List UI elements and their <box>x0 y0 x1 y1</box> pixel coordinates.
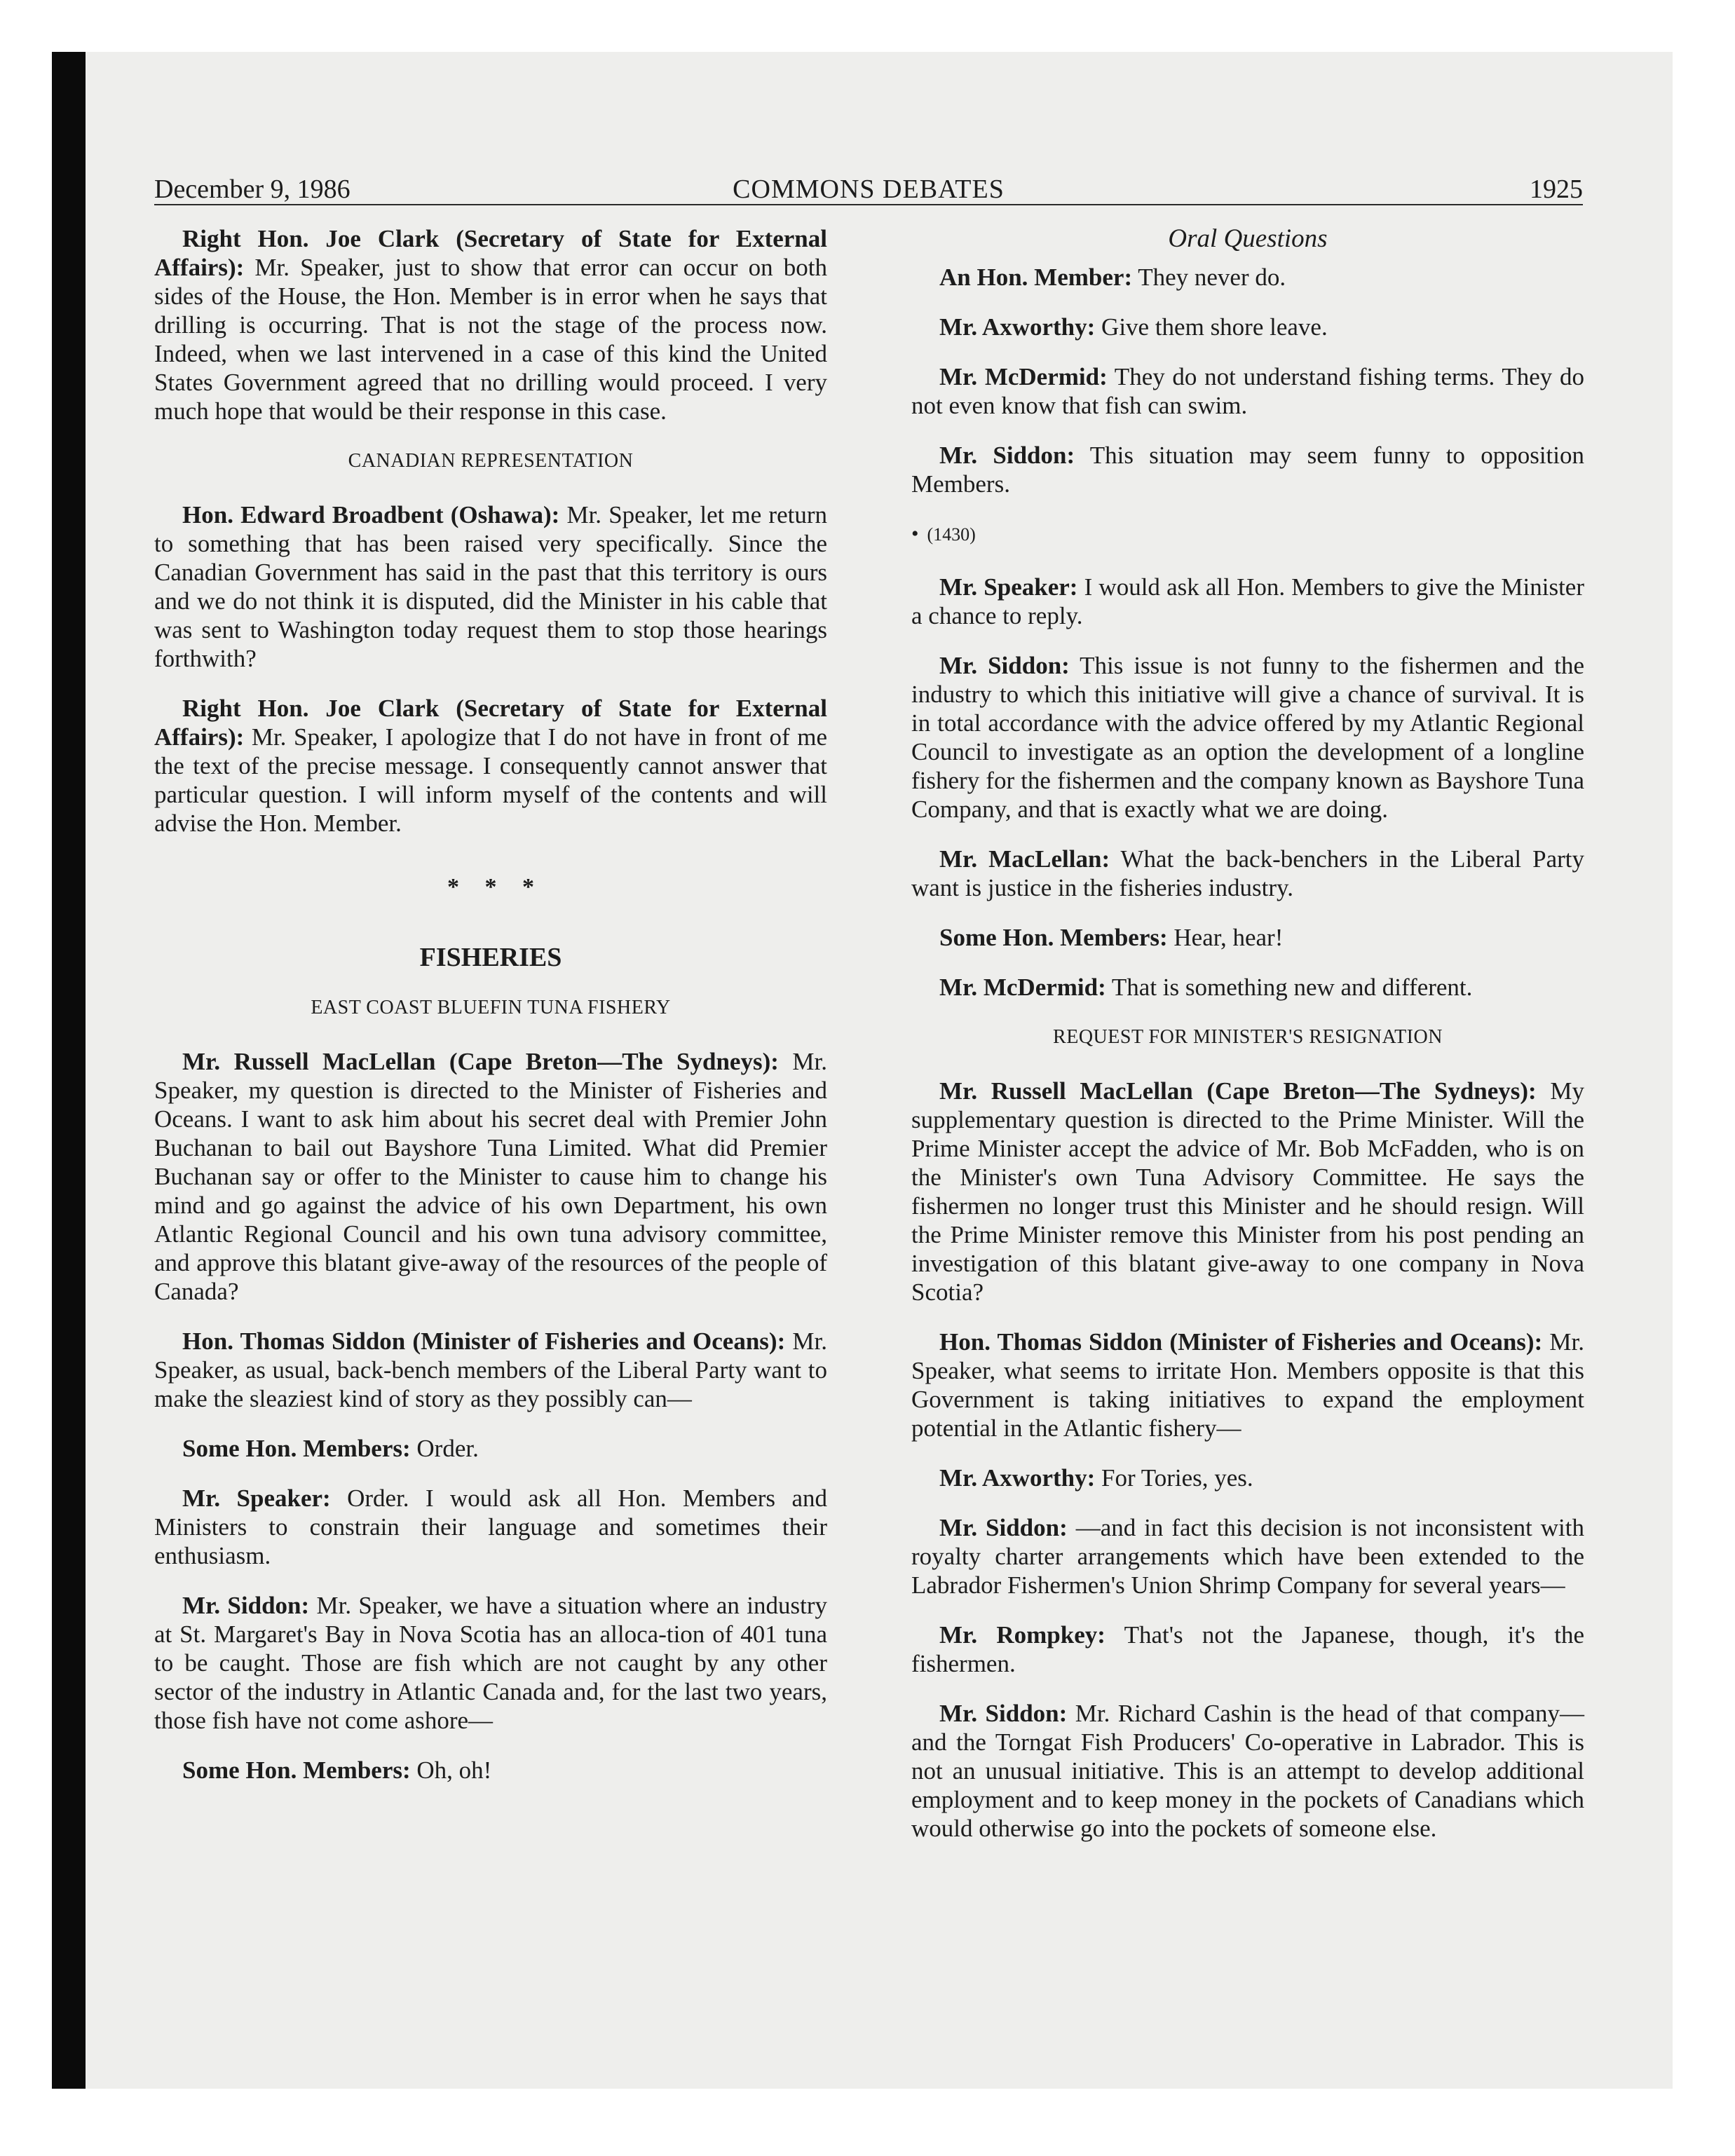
left-column <box>154 224 827 1806</box>
speaker-name: Mr. Siddon: <box>939 1700 1068 1727</box>
subheading: EAST COAST BLUEFIN TUNA FISHERY <box>311 997 671 1018</box>
speech-text: —and in fact this decision is not inconsistent with royalty charter arrangements which have been extended to the Labrador Fishermen's Union Shrimp Company for several years— <box>911 1514 1584 1599</box>
speech-text: Mr. Speaker, as usual, back-bench members of the Liberal Party want to make the sleaziest kind of story as they possibly can— <box>154 1328 827 1412</box>
speaker-name: Mr. Axworthy: <box>939 1464 1096 1492</box>
speech-paragraph <box>154 500 827 673</box>
speaker-name: Mr. Speaker: <box>939 573 1078 601</box>
speech-paragraph <box>911 845 1584 902</box>
speech-text: Mr. Speaker, let me return to something that has been raised very specifically. Since the Canadian Government has said in the past that this territory is ours and we do not think it is disputed, did the Minister in his cable that was sent to Washington today request them to stop those hearings forthwith? <box>154 501 827 672</box>
speech-text: They do not understand fishing terms. They do not even know that fish can swim. <box>911 363 1584 419</box>
speech-text: Mr. Speaker, my question is directed to the Minister of Fisheries and Oceans. I want to ask him about his secret deal with Premier John Buchanan to bail out Bayshore Tuna Limited. What did Premier Buchanan say or offer to the Minister to cause him to change his mind and go against the advice of his own Department, his own Atlantic Regional Council and his own tuna advisory committee, and approve this blatant give-away of the resources of the people of Canada? <box>154 1048 827 1305</box>
speech-text: Mr. Speaker, we have a situation where an industry at St. Margaret's Bay in Nova Scotia has an alloca-tion of 401 tuna to be caught. Those are fish which are not caught by any other sector of the industry in Atlantic Canada and, for the last two years, those fish have not come ashore— <box>154 1592 827 1734</box>
speech-paragraph <box>154 1327 827 1413</box>
speaker-name: Mr. MacLellan: <box>939 845 1110 873</box>
time-marker-text: (1430) <box>927 524 976 545</box>
speaker-name: Mr. McDermid: <box>939 974 1106 1001</box>
speech-paragraph <box>154 1756 827 1785</box>
speaker-name: Some Hon. Members: <box>939 924 1168 951</box>
subheading: REQUEST FOR MINISTER'S RESIGNATION <box>1053 1026 1443 1048</box>
speaker-name: Right Hon. Joe Clark (Secretary of State for External Affairs): <box>154 225 827 281</box>
speaker-name: Some Hon. Members: <box>182 1756 411 1784</box>
right-column <box>911 224 1584 1864</box>
speaker-name: Mr. Russell MacLellan (Cape Breton—The Sydneys): <box>182 1048 779 1075</box>
speech-paragraph <box>911 1464 1584 1492</box>
speaker-name: Mr. Axworthy: <box>939 313 1096 341</box>
speech-text: This situation may seem funny to opposition Members. <box>911 442 1584 498</box>
bullet-icon: • <box>911 522 919 545</box>
speech-paragraph <box>911 573 1584 630</box>
speech-paragraph <box>911 923 1584 952</box>
speaker-name: Hon. Thomas Siddon (Minister of Fisheries and Oceans): <box>939 1328 1543 1356</box>
speech-paragraph <box>911 1621 1584 1678</box>
speaker-name: Mr. Siddon: <box>182 1592 310 1619</box>
speech-paragraph <box>154 1434 827 1463</box>
subheading: CANADIAN REPRESENTATION <box>348 450 634 472</box>
speech-text: Mr. Richard Cashin is the head of that company—and the Torngat Fish Producers' Co-operative in Labrador. This is not an unusual initiative. This is an attempt to develop additional employment and to keep money in the pockets of Canadians which would otherwise go into the pockets of someone else. <box>911 1700 1584 1842</box>
speech-paragraph <box>911 1513 1584 1599</box>
speech-text: Mr. Speaker, I apologize that I do not have in front of me the text of the precise message. I consequently cannot answer that particular question. I will inform myself of the contents and will advise the Hon. Member. <box>154 723 827 837</box>
speaker-name: Right Hon. Joe Clark (Secretary of State for External Affairs): <box>154 695 827 751</box>
speaker-name: Mr. McDermid: <box>939 363 1108 390</box>
speech-paragraph <box>911 1077 1584 1306</box>
speech-text: My supplementary question is directed to the Prime Minister. Will the Prime Minister accept the advice of Mr. Bob McFadden, who is on the Minister's own Tuna Advisory Committee. He says the fishermen no longer trust this Minister and he should resign. Will the Prime Minister remove this Minister from his post pending an investigation of this blatant give-away to one company in Nova Scotia? <box>911 1077 1584 1306</box>
speech-text: That's not the Japanese, though, it's the fishermen. <box>911 1621 1584 1677</box>
page-number: 1925 <box>1530 175 1583 204</box>
speaker-name: Hon. Thomas Siddon (Minister of Fisheries and Oceans): <box>182 1328 786 1355</box>
speech-text: Order. <box>410 1435 479 1462</box>
speech-paragraph <box>154 694 827 838</box>
speaker-name: Some Hon. Members: <box>182 1435 411 1462</box>
section-separator: * * * <box>447 874 534 900</box>
speech-paragraph <box>154 1591 827 1735</box>
speech-paragraph <box>911 651 1584 824</box>
binding-edge <box>52 52 86 2089</box>
speech-text: I would ask all Hon. Members to give the Minister a chance to reply. <box>911 573 1584 629</box>
speech-text: They never do. <box>1132 264 1286 291</box>
speaker-name: Mr. Siddon: <box>939 1514 1068 1541</box>
running-head: Oral Questions <box>1168 224 1328 253</box>
section-title: FISHERIES <box>419 943 562 972</box>
header-date: December 9, 1986 <box>154 175 351 204</box>
speech-text: For Tories, yes. <box>1095 1464 1253 1492</box>
speech-text: Oh, oh! <box>410 1756 492 1784</box>
speech-paragraph <box>911 1328 1584 1442</box>
speech-text: Mr. Speaker, what seems to irritate Hon. Members opposite is that this Government is taking initiatives to expand the employment potential in the Atlantic fishery— <box>911 1328 1584 1442</box>
speech-paragraph <box>154 1484 827 1570</box>
speech-text: Mr. Speaker, just to show that error can occur on both sides of the House, the Hon. Member is in error when he says that drilling is occurring. That is not the stage of the process now. Indeed, when we last intervened in a case of this kind the United States Government agreed that no drilling would proceed. I very much hope that would be their response in this case. <box>154 254 827 425</box>
time-marker <box>911 519 1584 549</box>
header-rule <box>154 204 1583 205</box>
speech-paragraph <box>154 1047 827 1306</box>
header-title: COMMONS DEBATES <box>733 175 1005 204</box>
speech-paragraph <box>911 362 1584 420</box>
speech-text: What the back-benchers in the Liberal Party want is justice in the fisheries industry. <box>911 845 1584 901</box>
speaker-name: Mr. Russell MacLellan (Cape Breton—The Sydneys): <box>939 1077 1537 1105</box>
speech-paragraph <box>911 1699 1584 1843</box>
speech-paragraph <box>911 263 1584 292</box>
speech-paragraph <box>911 313 1584 341</box>
speech-paragraph <box>911 441 1584 498</box>
speech-paragraph <box>154 224 827 425</box>
speech-paragraph <box>911 973 1584 1002</box>
speaker-name: Mr. Speaker: <box>182 1485 331 1512</box>
speaker-name: Mr. Siddon: <box>939 652 1070 679</box>
speech-text: That is something new and different. <box>1105 974 1473 1001</box>
speaker-name: Mr. Rompkey: <box>939 1621 1105 1649</box>
speech-text: Give them shore leave. <box>1095 313 1328 341</box>
speech-text: Hear, hear! <box>1167 924 1284 951</box>
speech-text: Order. I would ask all Hon. Members and Ministers to constrain their language and sometimes their enthusiasm. <box>154 1485 828 1569</box>
speech-text: This issue is not funny to the fishermen and the industry to which this initiative will give a chance of survival. It is in total accordance with the advice offered by my Atlantic Regional Council to investigate as an option the development of a longline fishery for the fishermen and the company known as Bayshore Tuna Company, and that is exactly what we are doing. <box>911 652 1584 823</box>
speaker-name: Hon. Edward Broadbent (Oshawa): <box>182 501 560 528</box>
speaker-name: An Hon. Member: <box>939 264 1133 291</box>
speaker-name: Mr. Siddon: <box>939 442 1075 469</box>
